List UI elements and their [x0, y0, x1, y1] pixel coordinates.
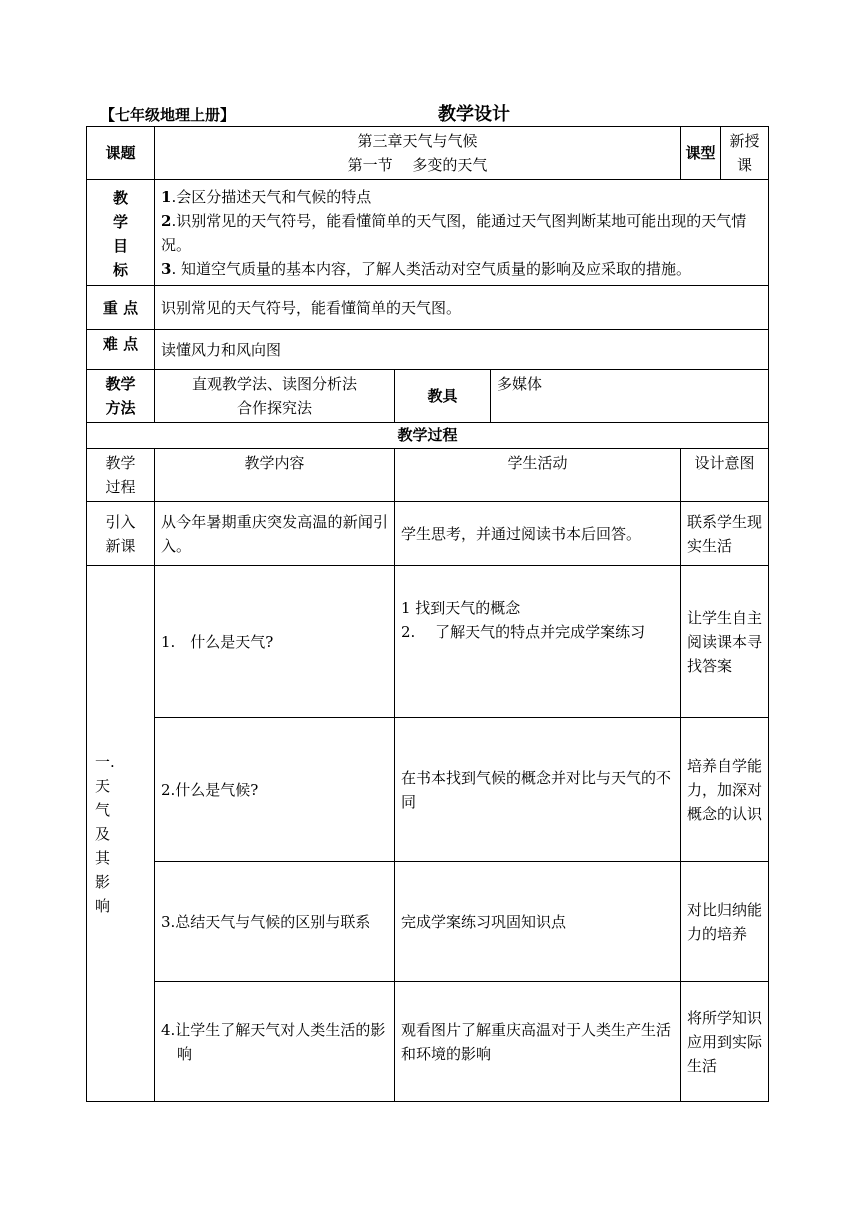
section-label: 一. 天 气 及 其 影 响 — [87, 566, 155, 1102]
row-activity: 完成学案练习巩固知识点 — [395, 862, 681, 982]
method-row — [87, 370, 769, 423]
key-point-text: 识别常见的天气符号，能看懂简单的天气图。 — [155, 286, 769, 330]
process-header-stage: 教学 过程 — [87, 449, 155, 502]
table-row — [87, 982, 769, 1102]
page-title: 教学设计 — [438, 104, 510, 125]
tools-value: 多媒体 — [491, 370, 769, 423]
section-title: 第一节 多变的天气 — [347, 156, 488, 174]
row-content: 2.什么是气候? — [155, 718, 395, 862]
row-intent: 将所学知识应用到实际生活 — [681, 982, 769, 1102]
method-label: 教学 方法 — [87, 370, 155, 423]
row-activity: 观看图片了解重庆高温对于人类生产生活和环境的影响 — [395, 982, 681, 1102]
process-header-content: 教学内容 — [155, 449, 395, 502]
process-header-activity: 学生活动 — [395, 449, 681, 502]
row-intent: 让学生自主阅读课本寻找答案 — [681, 566, 769, 718]
difficulty-label: 难 点 — [87, 330, 155, 370]
intro-content: 从今年暑期重庆突发高温的新闻引入。 — [155, 502, 395, 566]
intro-intent: 联系学生现实生活 — [681, 502, 769, 566]
objective-item: 2.识别常见的天气符号，能看懂简单的天气图，能通过天气图判断某地可能出现的天气情况。 — [161, 212, 747, 254]
document-header — [86, 104, 768, 126]
intro-activity: 学生思考，并通过阅读书本后回答。 — [395, 502, 681, 566]
process-header-row — [87, 449, 769, 502]
type-label: 课型 — [681, 127, 721, 180]
objectives-list — [155, 180, 769, 286]
lesson-plan-table — [86, 126, 769, 1102]
objectives-row — [87, 180, 769, 286]
process-title-row — [87, 423, 769, 449]
difficulty-text: 读懂风力和风向图 — [155, 330, 769, 370]
table-row — [87, 718, 769, 862]
type-value: 新授课 — [721, 127, 769, 180]
row-intent: 培养自学能力，加深对概念的认识 — [681, 718, 769, 862]
row-content: 4.让学生了解天气对人类生活的影响 — [155, 982, 395, 1102]
intro-label: 引入 新课 — [87, 502, 155, 566]
objective-item: 3. 知道空气质量的基本内容，了解人类活动对空气质量的影响及应采取的措施。 — [161, 260, 691, 278]
row-content: 1. 什么是天气? — [155, 566, 395, 718]
topic-value — [155, 127, 681, 180]
table-row — [87, 566, 769, 718]
objective-item: 1.会区分描述天气和气候的特点 — [161, 188, 372, 206]
row-content: 3.总结天气与气候的区别与联系 — [155, 862, 395, 982]
chapter-title: 第三章天气与气候 — [357, 132, 478, 150]
method-value: 直观教学法、读图分析法 合作探究法 — [155, 370, 395, 423]
intro-row — [87, 502, 769, 566]
book-name: 【七年级地理上册】 — [100, 106, 236, 124]
difficulty-row — [87, 330, 769, 370]
table-row — [87, 862, 769, 982]
process-header-intent: 设计意图 — [681, 449, 769, 502]
row-activity: 1 找到天气的概念 2. 了解天气的特点并完成学案练习 — [395, 566, 681, 718]
objectives-label: 教 学 目 标 — [87, 180, 155, 286]
key-point-row — [87, 286, 769, 330]
topic-label: 课题 — [87, 127, 155, 180]
process-title: 教学过程 — [87, 423, 769, 449]
row-intent: 对比归纳能力的培养 — [681, 862, 769, 982]
key-point-label: 重 点 — [87, 286, 155, 330]
tools-label: 教具 — [395, 370, 491, 423]
topic-row — [87, 127, 769, 180]
row-activity: 在书本找到气候的概念并对比与天气的不同 — [395, 718, 681, 862]
